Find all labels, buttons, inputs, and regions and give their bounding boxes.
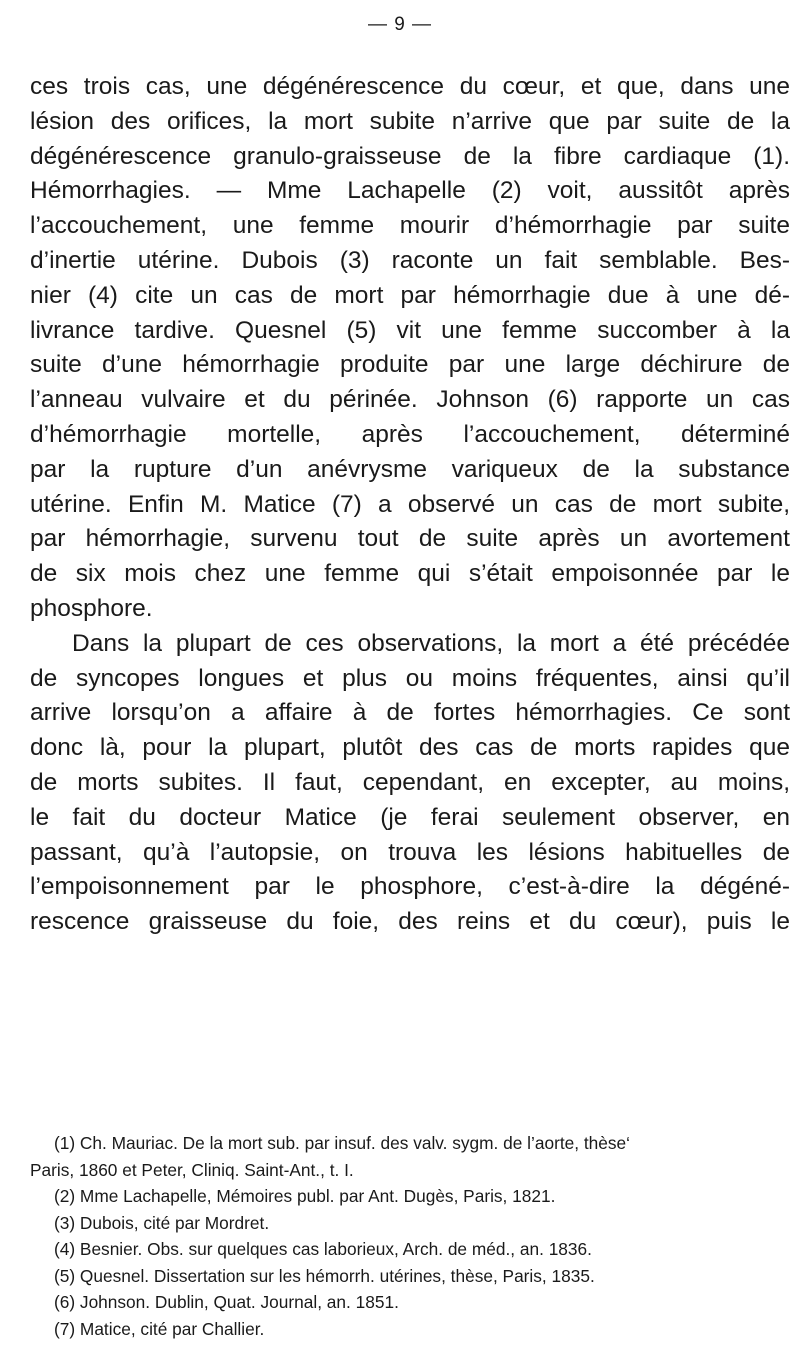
body-line: nier (4) cite un cas de mort par hémorrhagie due à une dé- [30, 281, 790, 309]
footnote-line: (5) Quesnel. Dissertation sur les hémorrh. utérines, thèse, Paris, 1835. [54, 1265, 595, 1286]
body-line: de six mois chez une femme qui s’était empoisonnée par le [30, 560, 790, 588]
body-line: Hémorrhagies. — Mme Lachapelle (2) voit, aussitôt après [30, 177, 790, 205]
footnotes [30, 1130, 790, 1342]
footnote-line: (1) Ch. Mauriac. De la mort sub. par insuf. des valv. sygm. de l’aorte, thèse‘ [54, 1133, 630, 1153]
body-line: arrive lorsqu’on a affaire à de fortes hémorrhagies. Ce sont [30, 699, 790, 727]
body-line: l’empoisonnement par le phosphore, c’est-à-dire la dégéné- [30, 873, 790, 901]
page-number: — 9 — [367, 14, 433, 35]
body-line: l’accouchement, une femme mourir d’hémorrhagie par suite [30, 212, 790, 240]
footnote-line: (4) Besnier. Obs. sur quelques cas laborieux, Arch. de méd., an. 1836. [54, 1239, 592, 1259]
footnote-line: (6) Johnson. Dublin, Quat. Journal, an. 1851. [54, 1292, 399, 1312]
footnote-line: (7) Matice, cité par Challier. [54, 1318, 265, 1339]
body-line: passant, qu’à l’autopsie, on trouva les lésions habituelles de [30, 838, 790, 866]
body-line: dégénérescence granulo-graisseuse de la fibre cardiaque (1). [30, 142, 790, 170]
body-line: d’inertie utérine. Dubois (3) raconte un fait semblable. Bes- [30, 246, 790, 274]
body-line: rescence graisseuse du foie, des reins et du cœur), puis le [30, 908, 790, 936]
body-line: suite d’une hémorrhagie produite par une large déchirure de [30, 351, 790, 379]
body-line: d’hémorrhagie mortelle, après l’accouchement, déterminé [30, 420, 790, 448]
body-line: Dans la plupart de ces observations, la mort a été précédée [72, 629, 790, 657]
body-line: phosphore. [30, 594, 153, 622]
body-line: lésion des orifices, la mort subite n’arrive que par suite de la [30, 107, 790, 135]
body-line: utérine. Enfin M. Matice (7) a observé un cas de mort subite, [30, 490, 790, 518]
footnote-line: (3) Dubois, cité par Mordret. [54, 1212, 270, 1233]
body-line: de syncopes longues et plus ou moins fréquentes, ainsi qu’il [30, 664, 790, 692]
body-line: de morts subites. Il faut, cependant, en excepter, au moins, [30, 768, 790, 796]
body-line: l’anneau vulvaire et du périnée. Johnson (6) rapporte un cas [30, 386, 790, 414]
body-text [30, 70, 790, 940]
footnote-line: Paris, 1860 et Peter, Cliniq. Saint-Ant., t. I. [30, 1159, 354, 1180]
body-line: par hémorrhagie, survenu tout de suite après un avortement [30, 525, 790, 553]
body-line: par la rupture d’un anévrysme variqueux de la substance [30, 455, 790, 483]
footnote-line: (2) Mme Lachapelle, Mémoires publ. par Ant. Dugès, Paris, 1821. [54, 1186, 556, 1206]
body-line: ces trois cas, une dégénérescence du cœur, et que, dans une [30, 73, 790, 100]
body-line: livrance tardive. Quesnel (5) vit une femme succomber à la [30, 316, 790, 344]
body-line: donc là, pour la plupart, plutôt des cas de morts rapides que [30, 734, 790, 762]
body-line: le fait du docteur Matice (je ferai seulement observer, en [30, 803, 790, 831]
